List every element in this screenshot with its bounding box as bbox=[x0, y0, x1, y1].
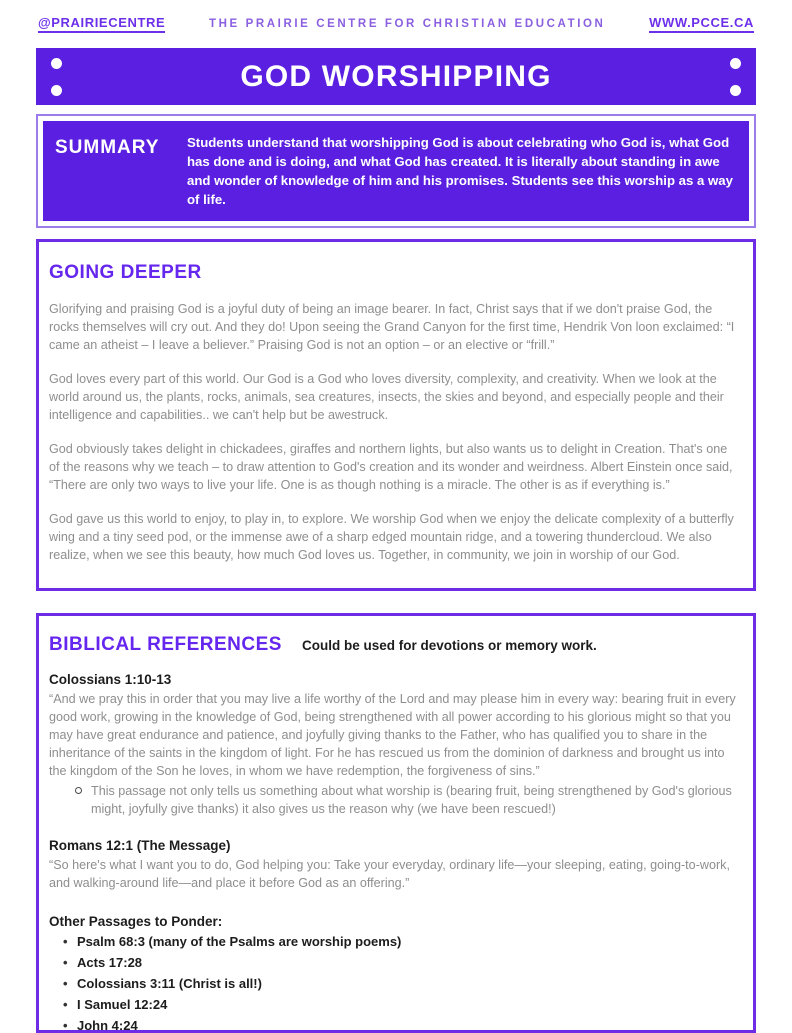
list-item: • I Samuel 12:24 bbox=[77, 996, 737, 1014]
going-deeper-paragraph: God loves every part of this world. Our God is a God who loves diversity, complexity, and creativity. When we look at the world around us, the plants, rocks, animals, sea creatures, insects, the skies and beyond, and especially people and their intelligence and capabilities.. we can't help but be awestruck. bbox=[49, 372, 724, 422]
organization-name: THE PRAIRIE CENTRE FOR CHRISTIAN EDUCATION bbox=[208, 18, 606, 30]
punch-hole-dot-icon bbox=[51, 85, 62, 96]
website-link[interactable]: WWW.PCCE.CA bbox=[649, 15, 754, 33]
colossians-note: This passage not only tells us something about what worship is (bearing fruit, being strengthened by God's glorious might, joyfully give thanks) it also gives us the reason why (we have been rescued!) bbox=[91, 782, 737, 818]
list-item: • Colossians 3:11 (Christ is all!) bbox=[77, 975, 737, 993]
top-bar bbox=[0, 0, 792, 33]
biblical-references-section bbox=[36, 613, 756, 1033]
punch-hole-dot-icon bbox=[51, 58, 62, 69]
summary-label: SUMMARY bbox=[55, 137, 160, 158]
page-title: GOD WORSHIPPING bbox=[240, 59, 552, 93]
punch-hole-dot-icon bbox=[730, 58, 741, 69]
going-deeper-title: GOING DEEPER bbox=[49, 262, 202, 283]
title-banner bbox=[36, 48, 756, 105]
summary-text: Students understand that worshipping God is about celebrating who God is, what God has done and is doing, and what God has created. It is literally about standing in awe and wonder of knowledge of him and his promises. Students see this worship as a way of life. bbox=[187, 135, 733, 207]
other-passages-list bbox=[49, 933, 737, 1033]
going-deeper-paragraph: Glorifying and praising God is a joyful duty of being an image bearer. In fact, Christ says that if we don't praise God, the rocks themselves will cry out. And they do! Upon seeing the Grand Canyon for the first time, Hendrik Von loon exclaimed: “I came an atheist – I leave a believer.” Praising God is not an option – or an elective or “frill.” bbox=[49, 302, 735, 352]
summary-box-inner bbox=[43, 121, 749, 221]
summary-box bbox=[36, 114, 756, 228]
punch-hole-dot-icon bbox=[730, 85, 741, 96]
biblical-references-subtitle: Could be used for devotions or memory work. bbox=[301, 637, 597, 653]
other-passages-heading: Other Passages to Ponder: bbox=[49, 914, 223, 929]
going-deeper-section bbox=[36, 239, 756, 591]
biblical-references-header bbox=[49, 634, 737, 656]
romans-heading: Romans 12:1 (The Message) bbox=[49, 838, 231, 853]
colossians-heading: Colossians 1:10-13 bbox=[49, 672, 172, 687]
romans-quote: “So here's what I want you to do, God helping you: Take your everyday, ordinary life—your sleeping, eating, going-to-work, and walking-around life—and place it before God as an offering.” bbox=[49, 858, 730, 890]
going-deeper-paragraph: God gave us this world to enjoy, to play in, to explore. We worship God when we enjoy the delicate complexity of a butterfly wing and a tiny seed pod, or the immense awe of a sharp edged mountain ridge, and a towering thundercloud. We also realize, when we see this beauty, how much God loves us. Together, in community, we join in worship of our God. bbox=[49, 512, 734, 562]
social-handle-link[interactable]: @PRAIRIECENTRE bbox=[38, 15, 165, 33]
going-deeper-paragraph: God obviously takes delight in chickadees, giraffes and northern lights, but also wants us to delight in Creation. That's one of the reasons why we teach – to draw attention to God's creation and its wonder and weirdness. Albert Einstein once said, “There are only two ways to live your life. One is as though nothing is a miracle. The other is as if everything is.” bbox=[49, 442, 733, 492]
list-item: • Acts 17:28 bbox=[77, 954, 737, 972]
colossians-note-list bbox=[49, 782, 737, 818]
list-item: • Psalm 68:3 (many of the Psalms are worship poems) bbox=[77, 933, 737, 951]
list-item: • John 4:24 bbox=[77, 1017, 737, 1033]
colossians-quote: “And we pray this in order that you may live a life worthy of the Lord and may please him in every way: bearing fruit in every good work, growing in the knowledge of God, being strengthened with all power according to his glorious might so that you may have great endurance and patience, and joyfully giving thanks to the Father, who has qualified you to share in the inheritance of the saints in the kingdom of light. For he has rescued us from the dominion of darkness and brought us into the kingdom of the Son he loves, in whom we have redemption, the forgiveness of sins.” bbox=[49, 692, 736, 778]
banner-dots-left bbox=[51, 48, 62, 105]
biblical-references-title: BIBLICAL REFERENCES bbox=[49, 634, 282, 655]
banner-dots-right bbox=[730, 48, 741, 105]
